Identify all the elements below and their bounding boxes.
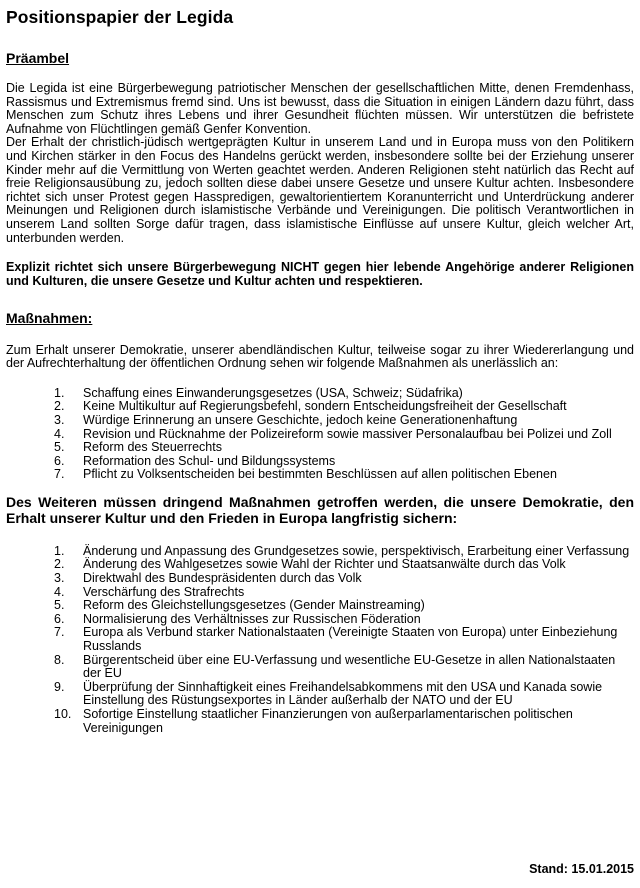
- massnahmen-intro: Zum Erhalt unserer Demokratie, unserer abendländischen Kultur, teilweise sogar zu ihrer Wiedererlangung und der Aufrechterhaltung der öffentlichen Ordnung sehen wir folgende Maßnahmen als unerlässlich an:: [6, 342, 634, 371]
- massnahmen-bold-intro: Des Weiteren müssen dringend Maßnahmen getroffen werden, die unsere Demokratie, den Erhalt unserer Kultur und den Frieden in Europa langfristig sichern:: [6, 493, 634, 527]
- list-item-text: Schaffung eines Einwanderungsgesetzes (USA, Schweiz; Südafrika): [83, 385, 463, 400]
- list-item-text: Änderung des Wahlgesetzes sowie Wahl der Richter und Staatsanwälte durch das Volk: [83, 557, 566, 572]
- list-item: [6, 558, 634, 572]
- praeambel-paragraph-2: Der Erhalt der christlich-jüdisch wertgeprägten Kultur in unserem Land und in Europa muss von den Politikern und Kirchen stärker in den Focus des Handelns gerückt werden, insbesondere sollte bei der Erziehung unserer Kinder mehr auf die Vermittlung von Werten geachtet werden. Anderen Religionen steht natürlich das Recht auf freie Religionsausübung zu, jedoch sollten diese dabei unsere Gesetze und unsere Kultur achten. Insbesondere richtet sich unser Protest gegen Hasspredigen, gewaltorientiertem Koranunterricht und Unterdrückung anderer Meinungen und Religionen durch islamistische Verbände und Vereinigungen. Die politisch Verantwortlichen in unserem Land sollten Sorge dafür tragen, dass islamistische Einflüsse auf unsere Kultur, gleich welcher Art, unterbunden werden.: [6, 135, 634, 245]
- praeambel-bold-statement: Explizit richtet sich unsere Bürgerbewegung NICHT gegen hier lebende Angehörige anderer Religionen und Kulturen, die unsere Gesetze und Kultur achten und respektieren.: [6, 260, 634, 289]
- list-item: [6, 468, 634, 482]
- list-item: [6, 681, 634, 708]
- list-item: [6, 545, 634, 559]
- list-item-number: 4.: [54, 426, 65, 441]
- document-title: Positionspapier der Legida: [6, 7, 234, 27]
- list-item: [6, 654, 634, 681]
- list-item-number: 10.: [54, 707, 72, 721]
- list-item-number: 6.: [54, 453, 65, 468]
- praeambel-heading: Präambel: [6, 50, 70, 66]
- list-item-text: Bürgerentscheid über eine EU-Verfassung und wesentliche EU-Gesetze in allen Nationalstaaten der EU: [83, 652, 616, 681]
- list-item: [6, 428, 634, 442]
- list-item: [6, 599, 634, 613]
- massnahmen-list-2: [6, 545, 634, 735]
- list-item: [6, 586, 634, 600]
- list-item-number: 2.: [54, 399, 65, 414]
- list-item-number: 3.: [54, 571, 65, 586]
- list-item-number: 3.: [54, 412, 65, 427]
- list-item-text: Überprüfung der Sinnhaftigkeit eines Freihandelsabkommens mit den USA und Kanada sowie Einstellung des Rüstungsexportes in Länder außerhalb der NATO und der EU: [83, 679, 603, 708]
- list-item: [6, 414, 634, 428]
- list-item-text: Verschärfung des Strafrechts: [83, 584, 245, 599]
- document-page: [6, 6, 634, 735]
- list-item-text: Reform des Gleichstellungsgesetzes (Gender Mainstreaming): [83, 598, 425, 613]
- stand-date: Stand: 15.01.2015: [529, 862, 634, 876]
- massnahmen-list-1: [6, 387, 634, 482]
- list-item: [6, 572, 634, 586]
- list-item-text: Revision und Rücknahme der Polizeireform sowie massiver Personalaufbau bei Polizei und Zoll: [83, 426, 612, 441]
- list-item: [6, 441, 634, 455]
- list-item-text: Direktwahl des Bundespräsidenten durch das Volk: [83, 571, 362, 586]
- list-item: [6, 613, 634, 627]
- massnahmen-heading: Maßnahmen:: [6, 309, 93, 326]
- list-item-text: Normalisierung des Verhältnisses zur Russischen Föderation: [83, 611, 421, 626]
- list-item-number: 8.: [54, 652, 65, 667]
- list-item-number: 1.: [54, 543, 65, 558]
- list-item: [6, 400, 634, 414]
- list-item: [6, 626, 634, 653]
- list-item-number: 7.: [54, 467, 65, 482]
- list-item: [6, 455, 634, 469]
- list-item-text: Europa als Verbund starker Nationalstaaten (Vereinigte Staaten von Europa) unter Einbeziehung Russlands: [83, 625, 618, 654]
- list-item-text: Sofortige Einstellung staatlicher Finanzierungen von außerparlamentarischen politischen Vereinigungen: [83, 707, 573, 735]
- list-item-number: 5.: [54, 598, 65, 613]
- praeambel-paragraph-1: Die Legida ist eine Bürgerbewegung patriotischer Menschen der gesellschaftlichen Mitte, denen Fremdenhass, Rassismus und Extremismus fremd sind. Uns ist bewusst, dass die Situation in einigen Ländern dazu führt, dass Menschen zum Schutz ihres Lebens und ihrer Gesundheit flüchten müssen. Wir unterstützen die befristete Aufnahme von Flüchtlingen gemäß Genfer Konvention.: [6, 81, 634, 136]
- list-item-number: 9.: [54, 679, 65, 694]
- list-item-text: Änderung und Anpassung des Grundgesetzes sowie, perspektivisch, Erarbeitung einer Verfassung: [83, 543, 630, 558]
- list-item-number: 1.: [54, 385, 65, 400]
- list-item-text: Pflicht zu Volksentscheiden bei bestimmten Beschlüssen auf allen politischen Ebenen: [83, 467, 557, 482]
- list-item-number: 4.: [54, 584, 65, 599]
- list-item-number: 5.: [54, 440, 65, 455]
- list-item-text: Reformation des Schul- und Bildungssystems: [83, 453, 336, 468]
- list-item-text: Würdige Erinnerung an unsere Geschichte, jedoch keine Generationenhaftung: [83, 412, 518, 427]
- list-item: [6, 708, 634, 735]
- list-item-text: Keine Multikultur auf Regierungsbefehl, sondern Entscheidungsfreiheit der Gesellschaft: [83, 399, 567, 414]
- list-item-number: 6.: [54, 611, 65, 626]
- list-item: [6, 387, 634, 401]
- list-item-number: 7.: [54, 625, 65, 640]
- list-item-text: Reform des Steuerrechts: [83, 440, 222, 455]
- list-item-number: 2.: [54, 557, 65, 572]
